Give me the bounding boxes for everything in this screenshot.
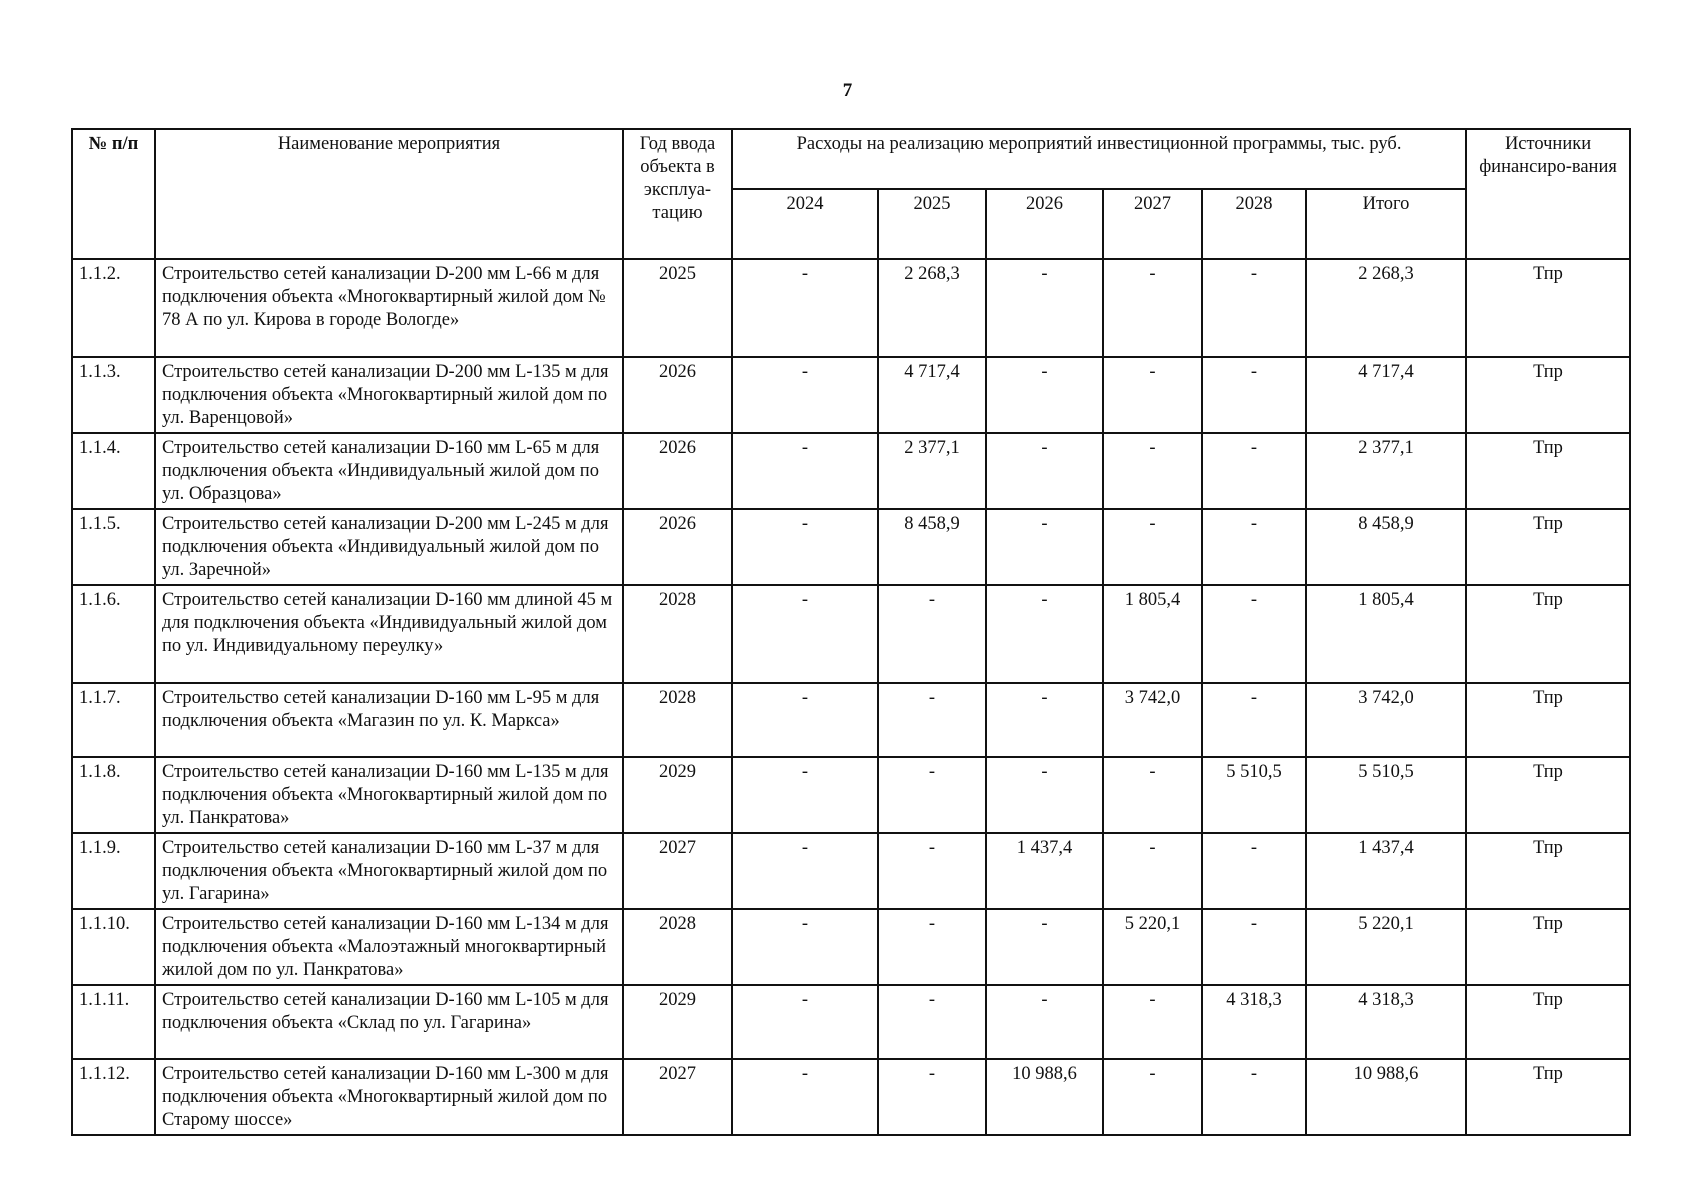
row-2026: -	[986, 757, 1103, 833]
row-2025: -	[878, 1059, 986, 1135]
row-2025: -	[878, 833, 986, 909]
row-2026: 1 437,4	[986, 833, 1103, 909]
row-2027: -	[1103, 357, 1202, 433]
investment-program-table	[71, 128, 1631, 1136]
row-2028: 5 510,5	[1202, 757, 1306, 833]
row-2026: -	[986, 509, 1103, 585]
row-number: 1.1.10.	[72, 909, 155, 985]
row-2025: -	[878, 585, 986, 683]
table-row	[72, 585, 1630, 683]
row-number: 1.1.11.	[72, 985, 155, 1059]
row-source: Тпр	[1466, 833, 1630, 909]
row-year: 2027	[623, 833, 732, 909]
row-2024: -	[732, 433, 878, 509]
row-name: Строительство сетей канализации D-160 мм L-134 м для подключения объекта «Малоэтажный многоквартирный жилой дом по ул. Панкратова»	[155, 909, 623, 985]
row-2028: -	[1202, 909, 1306, 985]
table-row	[72, 833, 1630, 909]
row-source: Тпр	[1466, 683, 1630, 757]
row-2027: 3 742,0	[1103, 683, 1202, 757]
row-2028: -	[1202, 585, 1306, 683]
row-source: Тпр	[1466, 1059, 1630, 1135]
row-2027: -	[1103, 757, 1202, 833]
header-2024: 2024	[732, 189, 878, 259]
page-number: 7	[842, 80, 853, 101]
row-2024: -	[732, 509, 878, 585]
row-year: 2028	[623, 585, 732, 683]
table-row	[72, 509, 1630, 585]
row-total: 4 318,3	[1306, 985, 1466, 1059]
row-number: 1.1.6.	[72, 585, 155, 683]
row-total: 2 268,3	[1306, 259, 1466, 357]
row-2025: 8 458,9	[878, 509, 986, 585]
row-source: Тпр	[1466, 433, 1630, 509]
row-2026: -	[986, 259, 1103, 357]
row-2026: -	[986, 683, 1103, 757]
row-2025: 2 377,1	[878, 433, 986, 509]
row-2026: -	[986, 433, 1103, 509]
header-expenses: Расходы на реализацию мероприятий инвестиционной программы, тыс. руб.	[732, 129, 1466, 189]
row-2027: -	[1103, 1059, 1202, 1135]
table-row	[72, 1059, 1630, 1135]
row-2026: -	[986, 985, 1103, 1059]
table-row	[72, 259, 1630, 357]
row-2028: -	[1202, 357, 1306, 433]
row-source: Тпр	[1466, 509, 1630, 585]
row-2024: -	[732, 357, 878, 433]
row-2027: 1 805,4	[1103, 585, 1202, 683]
row-year: 2028	[623, 683, 732, 757]
table-row	[72, 433, 1630, 509]
row-total: 1 437,4	[1306, 833, 1466, 909]
row-2024: -	[732, 1059, 878, 1135]
row-source: Тпр	[1466, 757, 1630, 833]
header-total: Итого	[1306, 189, 1466, 259]
row-2027: 5 220,1	[1103, 909, 1202, 985]
table-row	[72, 909, 1630, 985]
row-total: 10 988,6	[1306, 1059, 1466, 1135]
row-2028: -	[1202, 433, 1306, 509]
row-total: 4 717,4	[1306, 357, 1466, 433]
header-2027: 2027	[1103, 189, 1202, 259]
row-name: Строительство сетей канализации D-200 мм L-66 м для подключения объекта «Многоквартирный жилой дом № 78 А по ул. Кирова в городе Вологде»	[155, 259, 623, 357]
row-2025: -	[878, 985, 986, 1059]
row-2026: -	[986, 357, 1103, 433]
row-year: 2029	[623, 985, 732, 1059]
row-number: 1.1.7.	[72, 683, 155, 757]
row-total: 8 458,9	[1306, 509, 1466, 585]
header-num: № п/п	[72, 129, 155, 259]
row-2028: -	[1202, 683, 1306, 757]
header-name: Наименование мероприятия	[155, 129, 623, 259]
row-year: 2026	[623, 509, 732, 585]
row-total: 5 510,5	[1306, 757, 1466, 833]
row-2027: -	[1103, 985, 1202, 1059]
table-row	[72, 757, 1630, 833]
header-2028: 2028	[1202, 189, 1306, 259]
row-2026: -	[986, 585, 1103, 683]
row-2027: -	[1103, 833, 1202, 909]
row-2024: -	[732, 833, 878, 909]
row-number: 1.1.4.	[72, 433, 155, 509]
row-total: 3 742,0	[1306, 683, 1466, 757]
row-year: 2027	[623, 1059, 732, 1135]
row-source: Тпр	[1466, 357, 1630, 433]
row-number: 1.1.8.	[72, 757, 155, 833]
row-name: Строительство сетей канализации D-160 мм L-135 м для подключения объекта «Многоквартирный жилой дом по ул. Панкратова»	[155, 757, 623, 833]
row-2024: -	[732, 909, 878, 985]
row-name: Строительство сетей канализации D-160 мм L-95 м для подключения объекта «Магазин по ул. К. Маркса»	[155, 683, 623, 757]
row-name: Строительство сетей канализации D-160 мм L-37 м для подключения объекта «Многоквартирный жилой дом по ул. Гагарина»	[155, 833, 623, 909]
row-number: 1.1.3.	[72, 357, 155, 433]
row-2028: 4 318,3	[1202, 985, 1306, 1059]
row-2028: -	[1202, 259, 1306, 357]
row-2024: -	[732, 683, 878, 757]
row-2025: -	[878, 683, 986, 757]
table-row	[72, 985, 1630, 1059]
row-year: 2026	[623, 433, 732, 509]
row-2024: -	[732, 259, 878, 357]
row-source: Тпр	[1466, 585, 1630, 683]
row-name: Строительство сетей канализации D-160 мм L-300 м для подключения объекта «Многоквартирный жилой дом по Старому шоссе»	[155, 1059, 623, 1135]
row-year: 2028	[623, 909, 732, 985]
header-2026: 2026	[986, 189, 1103, 259]
row-year: 2029	[623, 757, 732, 833]
row-2028: -	[1202, 509, 1306, 585]
row-2027: -	[1103, 433, 1202, 509]
header-year: Год ввода объекта в эксплуа-тацию	[623, 129, 732, 259]
table-row	[72, 357, 1630, 433]
row-source: Тпр	[1466, 909, 1630, 985]
table-row	[72, 683, 1630, 757]
header-2025: 2025	[878, 189, 986, 259]
row-number: 1.1.12.	[72, 1059, 155, 1135]
row-year: 2026	[623, 357, 732, 433]
row-2026: -	[986, 909, 1103, 985]
row-number: 1.1.9.	[72, 833, 155, 909]
row-2025: 4 717,4	[878, 357, 986, 433]
row-name: Строительство сетей канализации D-200 мм L-245 м для подключения объекта «Индивидуальный жилой дом по ул. Заречной»	[155, 509, 623, 585]
row-2025: 2 268,3	[878, 259, 986, 357]
row-2027: -	[1103, 259, 1202, 357]
row-2025: -	[878, 757, 986, 833]
row-2028: -	[1202, 1059, 1306, 1135]
row-source: Тпр	[1466, 985, 1630, 1059]
row-2024: -	[732, 985, 878, 1059]
row-name: Строительство сетей канализации D-160 мм длиной 45 м для подключения объекта «Индивидуальный жилой дом по ул. Индивидуальному переулку»	[155, 585, 623, 683]
row-number: 1.1.5.	[72, 509, 155, 585]
row-number: 1.1.2.	[72, 259, 155, 357]
row-2025: -	[878, 909, 986, 985]
row-2027: -	[1103, 509, 1202, 585]
row-total: 5 220,1	[1306, 909, 1466, 985]
row-2024: -	[732, 757, 878, 833]
header-source: Источники финансиро-вания	[1466, 129, 1630, 259]
row-name: Строительство сетей канализации D-200 мм L-135 м для подключения объекта «Многоквартирный жилой дом по ул. Варенцовой»	[155, 357, 623, 433]
row-total: 1 805,4	[1306, 585, 1466, 683]
row-2024: -	[732, 585, 878, 683]
row-name: Строительство сетей канализации D-160 мм L-105 м для подключения объекта «Склад по ул. Гагарина»	[155, 985, 623, 1059]
row-2026: 10 988,6	[986, 1059, 1103, 1135]
row-source: Тпр	[1466, 259, 1630, 357]
row-year: 2025	[623, 259, 732, 357]
row-name: Строительство сетей канализации D-160 мм L-65 м для подключения объекта «Индивидуальный жилой дом по ул. Образцова»	[155, 433, 623, 509]
row-total: 2 377,1	[1306, 433, 1466, 509]
row-2028: -	[1202, 833, 1306, 909]
